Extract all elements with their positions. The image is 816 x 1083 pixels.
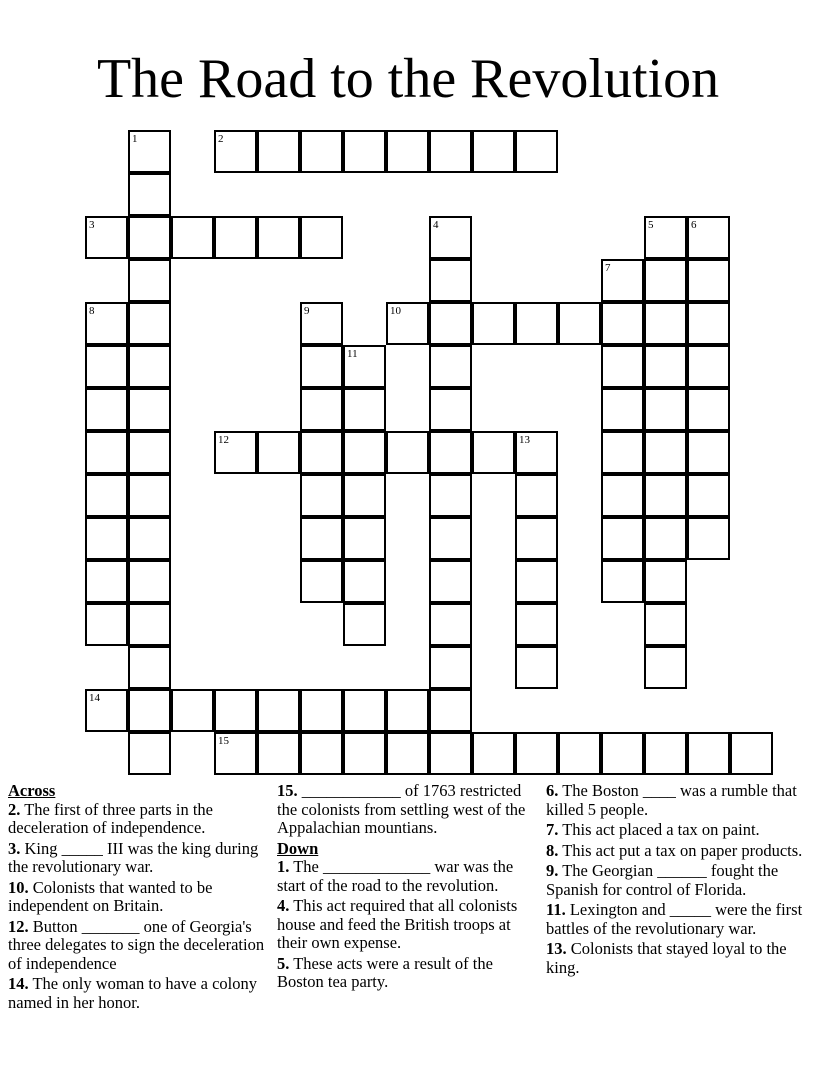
clue-number: 6 [691, 219, 697, 231]
grid-cell[interactable] [429, 388, 472, 431]
grid-cell[interactable] [644, 517, 687, 560]
grid-cell[interactable] [515, 130, 558, 173]
clue-item-text: This act put a tax on paper products. [562, 840, 803, 860]
across-heading: Across [8, 781, 56, 800]
grid-cell[interactable] [300, 216, 343, 259]
grid-cell[interactable] [644, 388, 687, 431]
grid-cell[interactable] [85, 689, 128, 732]
grid-cell[interactable] [85, 560, 128, 603]
clue-item-text: The first of three parts in the deceleration of independence. [8, 799, 213, 837]
grid-cell[interactable] [429, 646, 472, 689]
down-heading: Down [277, 838, 319, 858]
grid-cell[interactable] [128, 689, 171, 732]
clue-item [8, 840, 270, 877]
grid-cell[interactable] [343, 345, 386, 388]
grid-cell[interactable] [644, 431, 687, 474]
grid-cell[interactable] [429, 603, 472, 646]
clue-item [277, 897, 535, 953]
grid-cell[interactable] [85, 474, 128, 517]
grid-cell[interactable] [601, 345, 644, 388]
grid-cell[interactable] [128, 560, 171, 603]
clue-item-text: The only woman to have a colony named in her honor. [8, 974, 257, 1012]
clue-item [277, 858, 535, 895]
grid-cell[interactable] [558, 732, 601, 775]
clue-item-text: This act required that all colonists house and feed the British troops at their own expense. [277, 896, 518, 952]
grid-cell[interactable] [601, 517, 644, 560]
grid-cell[interactable] [85, 603, 128, 646]
clue-number: 13 [519, 434, 530, 446]
clues-column-1 [8, 782, 270, 1014]
clue-number: 1 [132, 133, 138, 145]
clue-number: 3 [89, 219, 95, 231]
grid-cell[interactable] [687, 388, 730, 431]
grid-cell[interactable] [601, 560, 644, 603]
grid-cell[interactable] [128, 388, 171, 431]
clue-item-number: 5. [277, 953, 290, 973]
clue-item-number: 4. [277, 896, 290, 915]
clue-item-number: 7. [546, 820, 559, 839]
grid-cell[interactable] [515, 517, 558, 560]
grid-cell[interactable] [687, 431, 730, 474]
grid-cell[interactable] [644, 259, 687, 302]
clue-item-text: The Boston ____ was a rumble that killed 5 people. [546, 781, 797, 819]
clue-item-number: 9. [546, 861, 559, 880]
grid-cell[interactable] [515, 431, 558, 474]
clue-item-number: 6. [546, 781, 559, 800]
grid-cell[interactable] [429, 302, 472, 345]
grid-cell[interactable] [171, 689, 214, 732]
grid-cell[interactable] [644, 560, 687, 603]
grid-cell[interactable] [343, 517, 386, 560]
grid-cell[interactable] [343, 689, 386, 732]
grid-cell[interactable] [128, 259, 171, 302]
clue-item-text: Colonists that stayed loyal to the king. [546, 939, 787, 977]
grid-cell[interactable] [300, 689, 343, 732]
grid-cell[interactable] [300, 560, 343, 603]
clue-item-number: 11. [546, 900, 566, 919]
grid-cell[interactable] [644, 646, 687, 689]
clue-item [546, 862, 808, 899]
grid-cell[interactable] [472, 302, 515, 345]
grid-cell[interactable] [644, 603, 687, 646]
grid-cell[interactable] [644, 345, 687, 388]
grid-cell[interactable] [687, 259, 730, 302]
grid-cell[interactable] [429, 431, 472, 474]
grid-cell[interactable] [601, 431, 644, 474]
grid-cell[interactable] [515, 603, 558, 646]
grid-cell[interactable] [644, 216, 687, 259]
clue-item [546, 821, 808, 840]
grid-cell[interactable] [644, 302, 687, 345]
grid-cell[interactable] [515, 474, 558, 517]
grid-cell[interactable] [601, 474, 644, 517]
clue-number: 2 [218, 133, 224, 145]
grid-cell[interactable] [601, 259, 644, 302]
grid-cell[interactable] [429, 732, 472, 775]
grid-cell[interactable] [214, 130, 257, 173]
clue-number: 8 [89, 305, 95, 317]
grid-cell[interactable] [128, 216, 171, 259]
grid-cell[interactable] [257, 732, 300, 775]
grid-cell[interactable] [214, 431, 257, 474]
grid-cell[interactable] [85, 302, 128, 345]
grid-cell[interactable] [386, 732, 429, 775]
grid-cell[interactable] [128, 173, 171, 216]
grid-cell[interactable] [472, 130, 515, 173]
grid-cell[interactable] [601, 388, 644, 431]
grid-cell[interactable] [128, 517, 171, 560]
grid-cell[interactable] [300, 130, 343, 173]
clue-item-text: These acts were a result of the Boston tea party. [277, 953, 493, 991]
clue-item [8, 975, 270, 1012]
grid-cell[interactable] [429, 130, 472, 173]
clue-item-number: 2. [8, 799, 21, 819]
grid-cell[interactable] [300, 345, 343, 388]
grid-cell[interactable] [128, 302, 171, 345]
grid-cell[interactable] [601, 302, 644, 345]
grid-cell[interactable] [128, 431, 171, 474]
grid-cell[interactable] [429, 345, 472, 388]
clue-item-text: The _____________ war was the start of the road to the revolution. [277, 857, 514, 895]
grid-cell[interactable] [85, 517, 128, 560]
clues-column-3 [546, 782, 808, 979]
grid-cell[interactable] [515, 302, 558, 345]
grid-cell[interactable] [257, 689, 300, 732]
grid-cell[interactable] [214, 216, 257, 259]
grid-cell[interactable] [687, 302, 730, 345]
grid-cell[interactable] [214, 689, 257, 732]
clue-item-text: The Georgian ______ fought the Spanish for control of Florida. [546, 861, 779, 899]
clue-number: 7 [605, 262, 611, 274]
grid-cell[interactable] [429, 560, 472, 603]
grid-cell[interactable] [515, 646, 558, 689]
grid-cell[interactable] [429, 474, 472, 517]
clue-item-number: 8. [546, 840, 559, 860]
clue-item [8, 918, 270, 974]
grid-cell[interactable] [429, 517, 472, 560]
grid-cell[interactable] [730, 732, 773, 775]
grid-cell[interactable] [386, 689, 429, 732]
grid-cell[interactable] [128, 130, 171, 173]
clue-item [546, 782, 808, 819]
grid-cell[interactable] [386, 302, 429, 345]
clue-number: 5 [648, 219, 654, 231]
clue-item [277, 955, 535, 992]
grid-cell[interactable] [85, 431, 128, 474]
clue-item-number: 12. [8, 916, 29, 936]
grid-cell[interactable] [429, 259, 472, 302]
grid-cell[interactable] [386, 130, 429, 173]
clue-item [546, 901, 808, 938]
grid-cell[interactable] [687, 732, 730, 775]
clues-column-2 [277, 782, 535, 994]
grid-cell[interactable] [343, 130, 386, 173]
grid-cell[interactable] [85, 216, 128, 259]
grid-cell[interactable] [257, 216, 300, 259]
grid-cell[interactable] [601, 732, 644, 775]
grid-cell[interactable] [300, 302, 343, 345]
grid-cell[interactable] [386, 431, 429, 474]
grid-cell[interactable] [558, 302, 601, 345]
grid-cell[interactable] [429, 689, 472, 732]
grid-cell[interactable] [300, 431, 343, 474]
clue-number: 9 [304, 305, 310, 317]
grid-cell[interactable] [343, 431, 386, 474]
clue-item-number: 14. [8, 974, 29, 993]
clue-number: 14 [89, 692, 100, 704]
grid-cell[interactable] [687, 474, 730, 517]
clue-number: 15 [218, 735, 229, 747]
grid-cell[interactable] [515, 732, 558, 775]
grid-cell[interactable] [257, 431, 300, 474]
grid-cell[interactable] [343, 560, 386, 603]
grid-cell[interactable] [687, 517, 730, 560]
clue-item [8, 879, 270, 916]
clue-item [546, 842, 808, 861]
grid-cell[interactable] [214, 732, 257, 775]
grid-cell[interactable] [85, 388, 128, 431]
grid-cell[interactable] [343, 603, 386, 646]
puzzle-title: The Road to the Revolution [96, 48, 720, 110]
clue-item-number: 15. [277, 781, 298, 800]
grid-cell[interactable] [429, 216, 472, 259]
grid-cell[interactable] [343, 474, 386, 517]
clue-item-number: 13. [546, 939, 567, 958]
grid-cell[interactable] [687, 216, 730, 259]
grid-cell[interactable] [128, 474, 171, 517]
clue-item-text: This act placed a tax on paint. [562, 820, 760, 839]
grid-cell[interactable] [257, 130, 300, 173]
clue-item-text: Colonists that wanted to be independent on Britain. [8, 877, 213, 915]
clue-item-text: Lexington and _____ were the first battles of the revolutionary war. [546, 900, 803, 938]
grid-cell[interactable] [300, 474, 343, 517]
grid-cell[interactable] [128, 345, 171, 388]
clue-item-number: 1. [277, 857, 290, 876]
grid-cell[interactable] [343, 732, 386, 775]
grid-cell[interactable] [644, 732, 687, 775]
grid-cell[interactable] [128, 732, 171, 775]
clue-number: 12 [218, 434, 229, 446]
grid-cell[interactable] [128, 646, 171, 689]
grid-cell[interactable] [644, 474, 687, 517]
grid-cell[interactable] [472, 431, 515, 474]
clue-item [546, 940, 808, 977]
grid-cell[interactable] [300, 388, 343, 431]
clue-item [8, 801, 270, 838]
clue-item-number: 3. [8, 838, 21, 858]
grid-cell[interactable] [85, 345, 128, 388]
clue-item [277, 782, 535, 838]
clue-item-text: King _____ III was the king during the revolutionary war. [8, 838, 259, 876]
grid-cell[interactable] [300, 517, 343, 560]
grid-cell[interactable] [171, 216, 214, 259]
clue-number: 10 [390, 305, 401, 317]
clue-item-text: Button _______ one of Georgia's three delegates to sign the deceleration of independence [8, 916, 265, 973]
grid-cell[interactable] [128, 603, 171, 646]
clue-number: 4 [433, 219, 439, 231]
grid-cell[interactable] [687, 345, 730, 388]
clue-item-number: 10. [8, 877, 29, 897]
grid-cell[interactable] [300, 732, 343, 775]
clue-number: 11 [347, 348, 358, 360]
grid-cell[interactable] [515, 560, 558, 603]
grid-cell[interactable] [343, 388, 386, 431]
clue-item-text: ____________ of 1763 restricted the colonists from settling west of the Appalachian mountians. [277, 781, 526, 837]
grid-cell[interactable] [472, 732, 515, 775]
